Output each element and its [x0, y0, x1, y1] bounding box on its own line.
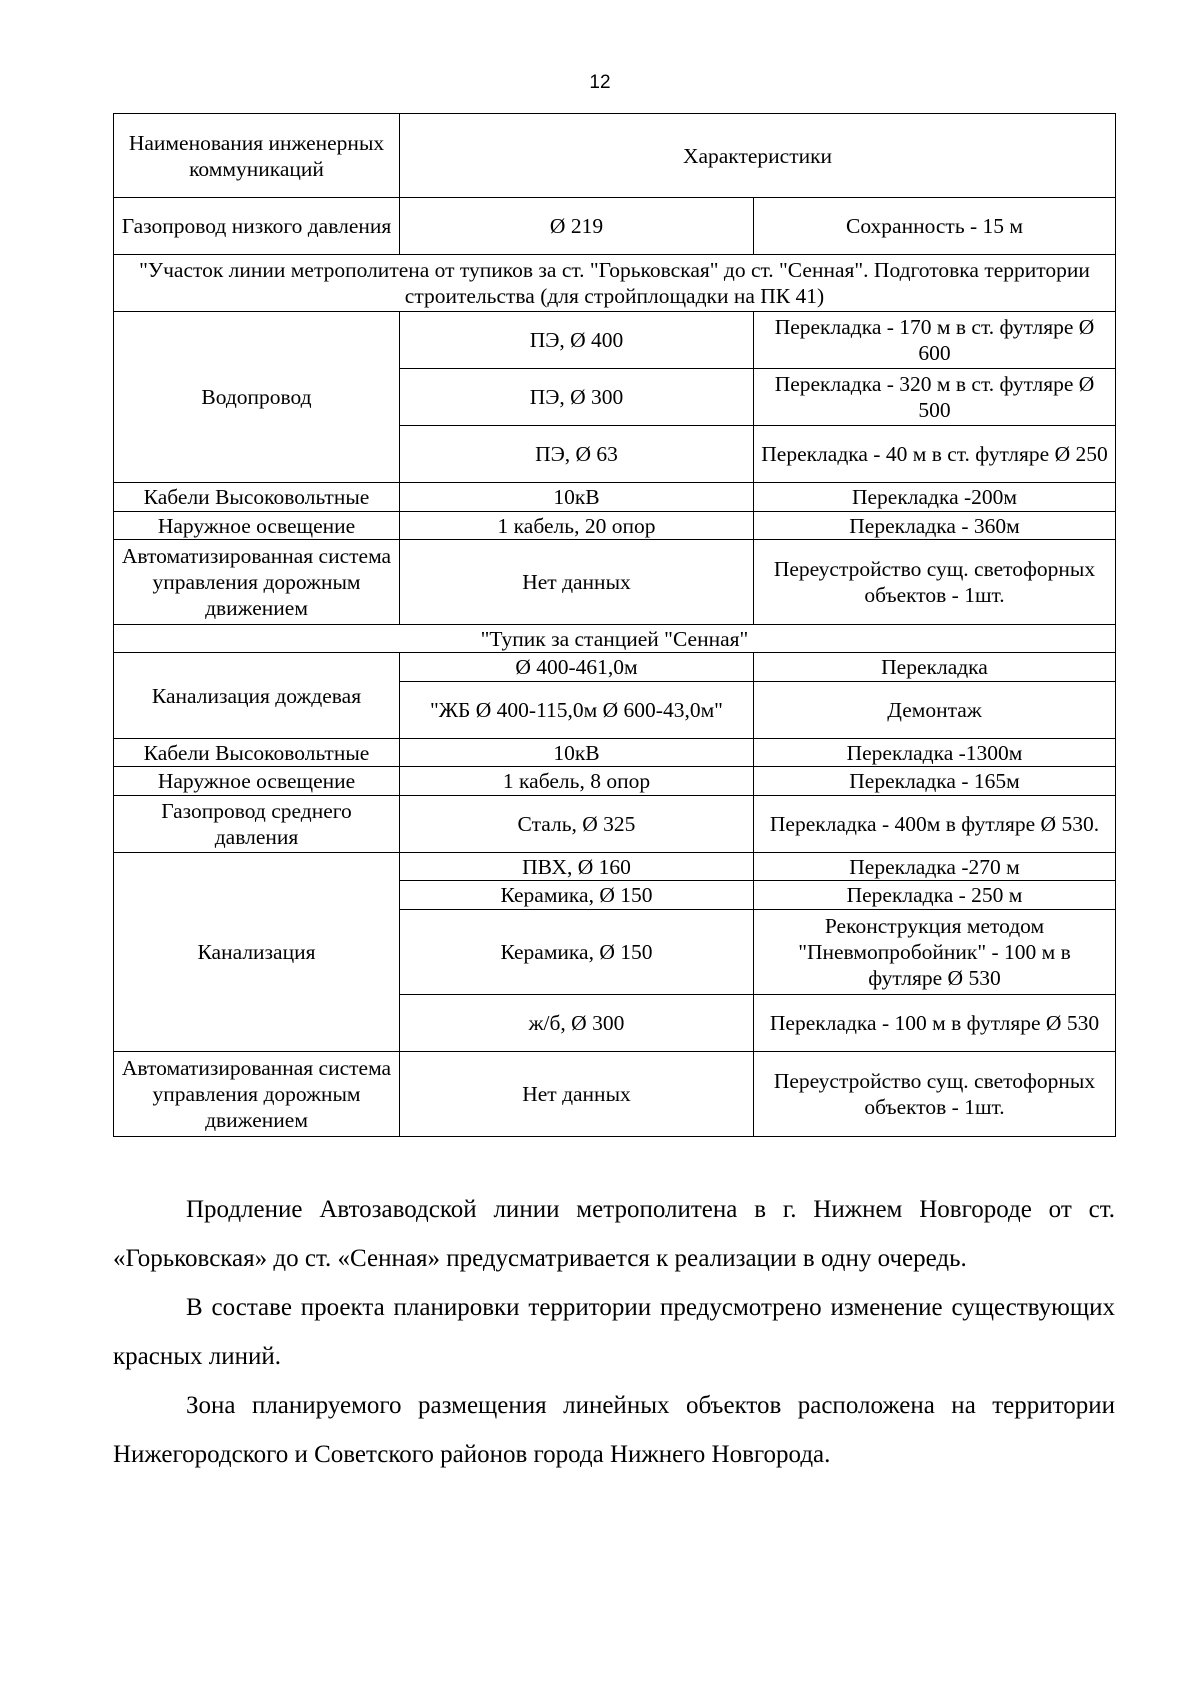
- utility-name: Канализация: [114, 853, 400, 1052]
- utility-spec: Ø 400-461,0м: [400, 653, 754, 682]
- utility-action: Перекладка: [754, 653, 1116, 682]
- utility-name: Водопровод: [114, 312, 400, 483]
- header-characteristics: Характеристики: [400, 114, 1116, 198]
- body-text: [113, 1185, 1115, 1479]
- utility-spec: Керамика, Ø 150: [400, 881, 754, 910]
- utility-name: Автоматизированная система управления дорожным движением: [114, 1052, 400, 1137]
- utility-action: Перекладка -270 м: [754, 853, 1116, 881]
- table-row: [114, 312, 1116, 369]
- paragraph: В составе проекта планировки территории предусмотрено изменение существующих красных линий.: [113, 1294, 1115, 1370]
- utility-action: Перекладка - 360м: [754, 512, 1116, 540]
- utility-action: Перекладка - 400м в футляре Ø 530.: [754, 796, 1116, 853]
- table-row: [114, 483, 1116, 512]
- table-row: [114, 767, 1116, 796]
- utility-action: Перекладка - 100 м в футляре Ø 530: [754, 995, 1116, 1052]
- utility-action: Перекладка - 165м: [754, 767, 1116, 796]
- utility-spec: Ø 219: [400, 198, 754, 255]
- utility-spec: ПЭ, Ø 300: [400, 369, 754, 426]
- utility-action: Переустройство сущ. светофорных объектов - 1шт.: [754, 1052, 1116, 1137]
- table-row: [114, 198, 1116, 255]
- utility-spec: Нет данных: [400, 540, 754, 625]
- table-row: [114, 512, 1116, 540]
- section-title: "Участок линии метрополитена от тупиков за ст. "Горьковская" до ст. "Сенная". Подготовка территории строительства (для стройплощадки на ПК 41): [114, 255, 1116, 312]
- utility-spec: ПЭ, Ø 63: [400, 426, 754, 483]
- table-header-row: [114, 114, 1116, 198]
- utility-name: Кабели Высоковольтные: [114, 483, 400, 512]
- utility-spec: 1 кабель, 8 опор: [400, 767, 754, 796]
- utility-action: Переустройство сущ. светофорных объектов - 1шт.: [754, 540, 1116, 625]
- page-number: 12: [589, 72, 611, 93]
- utilities-table: [113, 113, 1116, 1137]
- utility-spec: Керамика, Ø 150: [400, 910, 754, 995]
- utility-name: Газопровод низкого давления: [114, 198, 400, 255]
- table-row: [114, 540, 1116, 625]
- utility-spec: ПВХ, Ø 160: [400, 853, 754, 881]
- utility-spec: ПЭ, Ø 400: [400, 312, 754, 369]
- utility-action: Перекладка - 170 м в ст. футляре Ø 600: [754, 312, 1116, 369]
- utility-spec: 10кВ: [400, 483, 754, 512]
- paragraph: Продление Автозаводской линии метрополитена в г. Нижнем Новгороде от ст. «Горьковская» до ст. «Сенная» предусматривается к реализации в одну очередь.: [113, 1196, 1115, 1272]
- utility-spec: "ЖБ Ø 400-115,0м Ø 600-43,0м": [400, 682, 754, 739]
- utility-action: Перекладка - 250 м: [754, 881, 1116, 910]
- utility-action: Реконструкция методом "Пневмопробойник" - 100 м в футляре Ø 530: [754, 910, 1116, 995]
- utility-name: Кабели Высоковольтные: [114, 739, 400, 767]
- utility-spec: ж/б, Ø 300: [400, 995, 754, 1052]
- section-row: [114, 255, 1116, 312]
- utility-spec: 1 кабель, 20 опор: [400, 512, 754, 540]
- utility-name: Наружное освещение: [114, 512, 400, 540]
- utility-name: Газопровод среднего давления: [114, 796, 400, 853]
- utility-action: Перекладка -1300м: [754, 739, 1116, 767]
- utility-spec: Сталь, Ø 325: [400, 796, 754, 853]
- utility-action: Сохранность - 15 м: [754, 198, 1116, 255]
- table-row: [114, 739, 1116, 767]
- paragraph: Зона планируемого размещения линейных объектов расположена на территории Нижегородского и Советского районов города Нижнего Новгорода.: [113, 1392, 1115, 1468]
- utility-name: Наружное освещение: [114, 767, 400, 796]
- utility-action: Перекладка - 40 м в ст. футляре Ø 250: [754, 426, 1116, 483]
- utility-spec: 10кВ: [400, 739, 754, 767]
- header-name: Наименования инженерных коммуникаций: [114, 114, 400, 198]
- table-row: [114, 853, 1116, 881]
- utility-action: Демонтаж: [754, 682, 1116, 739]
- utility-action: Перекладка - 320 м в ст. футляре Ø 500: [754, 369, 1116, 426]
- table-row: [114, 653, 1116, 682]
- utility-name: Канализация дождевая: [114, 653, 400, 739]
- utility-spec: Нет данных: [400, 1052, 754, 1137]
- table-row: [114, 796, 1116, 853]
- table-row: [114, 1052, 1116, 1137]
- section-row: [114, 625, 1116, 653]
- utility-action: Перекладка -200м: [754, 483, 1116, 512]
- utility-name: Автоматизированная система управления дорожным движением: [114, 540, 400, 625]
- section-title: "Тупик за станцией "Сенная": [114, 625, 1116, 653]
